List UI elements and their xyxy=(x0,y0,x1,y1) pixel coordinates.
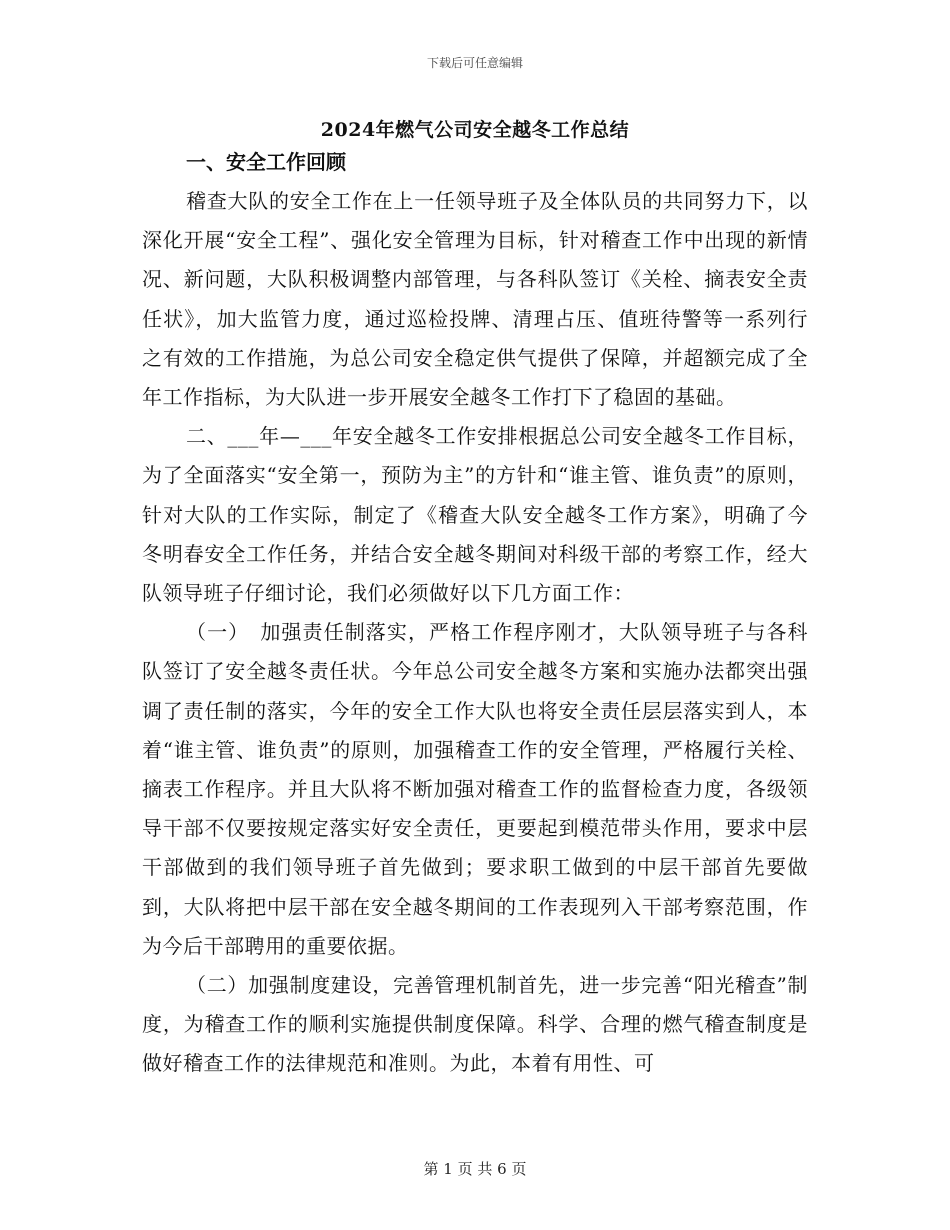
section-heading: 一、安全工作回顾 xyxy=(186,150,346,174)
document-body xyxy=(142,143,808,1084)
paragraph-winter-plan: 二、___年—___年安全越冬工作安排根据总公司安全越冬工作目标，为了全面落实“安全第一，预防为主”的方针和“谁主管、谁负责”的原则，针对大队的工作实际，制定了《稽查大队安全越冬工作方案》，明确了今冬明春安全工作任务，并结合安全越冬期间对科级干部的考察工作，经大队领导班子仔细讨论，我们必须做好以下几方面工作： xyxy=(142,424,808,606)
paragraph-system-building: （二）加强制度建设，完善管理机制首先，进一步完善“阳光稽查”制度，为稽查工作的顺利实施提供制度保障。科学、合理的燃气稽查制度是做好稽查工作的法律规范和准则。为此，本着有用性、可 xyxy=(142,973,808,1076)
paragraph-responsibility: （一） 加强责任制落实，严格工作程序刚才，大队领导班子与各科队签订了安全越冬责任状。今年总公司安全越冬方案和实施办法都突出强调了责任制的落实，今年的安全工作大队也将安全责任层层落实到人，本着“谁主管、谁负责”的原则，加强稽查工作的安全管理，严格履行关栓、摘表工作程序。并且大队将不断加强对稽查工作的监督检查力度，各级领导干部不仅要按规定落实好安全责任，更要起到模范带头作用，要求中层干部做到的我们领导班子首先做到；要求职工做到的中层干部首先要做到，大队将把中层干部在安全越冬期间的工作表现列入干部考察范围，作为今后干部聘用的重要依据。 xyxy=(142,620,808,958)
document-title: 2024年燃气公司安全越冬工作总结 xyxy=(320,119,630,141)
page-number: 第 1 页 共 6 页 xyxy=(423,1160,527,1178)
paragraph-review: 稽查大队的安全工作在上一任领导班子及全体队员的共同努力下，以深化开展“安全工程”、强化安全管理为目标，针对稽查工作中出现的新情况、新问题，大队积极调整内部管理，与各科队签订《关栓、摘表安全责任状》，加大监管力度，通过巡检投牌、清理占压、值班待警等一系列行之有效的工作措施，为总公司安全稳定供气提供了保障，并超额完成了全年工作指标，为大队进一步开展安全越冬工作打下了稳固的基础。 xyxy=(142,189,808,410)
page-header-note: 下载后可任意编辑 xyxy=(426,56,523,70)
